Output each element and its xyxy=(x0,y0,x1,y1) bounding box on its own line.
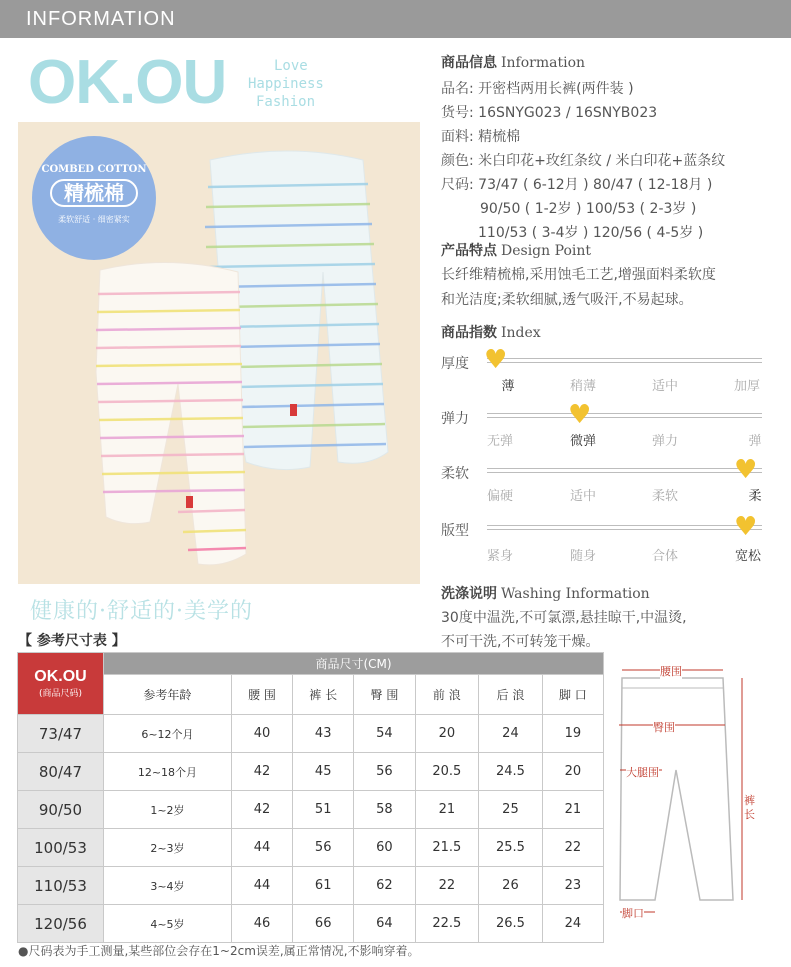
age-cell: 6~12个月 xyxy=(104,715,232,753)
diagram-label-waist: 腰围 xyxy=(660,665,682,678)
table-cell: 44 xyxy=(231,867,292,905)
table-cell: 61 xyxy=(293,867,354,905)
index-option-selected: 宽松 xyxy=(734,549,761,564)
index-option: 弹 xyxy=(748,434,762,449)
washing-title xyxy=(441,583,650,603)
badge-chinese: 精梳棉 xyxy=(50,179,138,207)
table-cell: 23 xyxy=(542,867,603,905)
table-cell: 42 xyxy=(231,753,292,791)
age-cell: 12~18个月 xyxy=(104,753,232,791)
index-option-selected: 微弹 xyxy=(569,434,596,449)
table-cell: 20.5 xyxy=(415,753,479,791)
table-cell: 62 xyxy=(354,867,415,905)
table-cell: 46 xyxy=(231,905,292,943)
index-option: 偏硬 xyxy=(486,489,513,504)
info-line-fabric: 面料: 精梳棉 xyxy=(441,129,521,145)
index-title xyxy=(441,322,541,342)
index-option: 无弹 xyxy=(486,434,513,449)
index-label-elasticity: 弹力 xyxy=(441,411,469,427)
table-cell: 58 xyxy=(354,791,415,829)
brand-tagline-fashion: Fashion xyxy=(256,94,316,110)
size-table-brand-sub: (商品尺码) xyxy=(38,689,83,699)
design-line-1: 长纤维精梳棉,采用蚀毛工艺,增强面料柔软度 xyxy=(441,267,716,283)
washing-title-cn: 洗涤说明 xyxy=(441,586,497,602)
table-row xyxy=(18,715,604,753)
design-title xyxy=(441,240,591,260)
column-header: 参考年龄 xyxy=(104,675,232,715)
table-cell: 20 xyxy=(542,753,603,791)
column-header: 后 浪 xyxy=(479,675,543,715)
table-cell: 45 xyxy=(293,753,354,791)
heart-icon: ♥ xyxy=(734,512,758,542)
table-cell: 21.5 xyxy=(415,829,479,867)
footnote: ●尺码表为手工测量,某些部位会存在1~2cm误差,属正常情况,不影响穿着。 xyxy=(18,944,420,958)
brand-tagline-happiness: Happiness xyxy=(248,76,324,92)
age-cell: 2~3岁 xyxy=(104,829,232,867)
index-scale-thickness xyxy=(487,358,762,363)
diagram-label-length: 裤长 xyxy=(744,794,755,821)
column-header: 裤 长 xyxy=(293,675,354,715)
table-row xyxy=(18,905,604,943)
info-line-name: 品名: 开密档两用长裤(两件装 ) xyxy=(441,81,634,97)
table-cell: 21 xyxy=(542,791,603,829)
design-title-en: Design Point xyxy=(501,243,592,259)
table-cell: 66 xyxy=(293,905,354,943)
index-option: 稍薄 xyxy=(569,379,596,394)
badge-subtitle: 柔软舒适 · 细密紧实 xyxy=(58,215,130,224)
diagram-label-thigh: 大腿围 xyxy=(626,766,659,779)
info-line-size-1: 尺码: 73/47 ( 6-12月 ) 80/47 ( 12-18月 ) xyxy=(441,177,713,193)
age-cell: 4~5岁 xyxy=(104,905,232,943)
table-cell: 44 xyxy=(231,829,292,867)
table-cell: 20 xyxy=(415,715,479,753)
table-cell: 22.5 xyxy=(415,905,479,943)
size-table-brand xyxy=(18,653,104,715)
index-scale-elasticity xyxy=(487,413,762,418)
heart-icon: ♥ xyxy=(484,345,508,375)
design-line-2: 和光洁度;柔软细腻,透气吸汗,不易起球。 xyxy=(441,292,693,308)
table-cell: 56 xyxy=(293,829,354,867)
size-table-group-header: 商品尺寸(CM) xyxy=(104,653,604,675)
info-title-en: Information xyxy=(501,55,586,71)
table-row xyxy=(18,791,604,829)
diagram-label-cuff: 脚口 xyxy=(622,907,644,920)
table-row xyxy=(18,753,604,791)
index-label-thickness: 厚度 xyxy=(441,356,469,372)
table-cell: 64 xyxy=(354,905,415,943)
washing-title-en: Washing Information xyxy=(501,586,650,602)
info-line-code: 货号: 16SNYG023 / 16SNYB023 xyxy=(441,105,658,121)
index-option-selected: 薄 xyxy=(501,379,515,394)
table-cell: 26.5 xyxy=(479,905,543,943)
diagram-label-hip: 臀围 xyxy=(653,721,675,734)
index-scale-fit xyxy=(487,525,762,530)
size-table-header-row xyxy=(18,675,604,715)
index-option: 紧身 xyxy=(486,549,513,564)
size-table xyxy=(17,652,604,943)
size-cell: 100/53 xyxy=(18,829,104,867)
table-cell: 40 xyxy=(231,715,292,753)
size-cell: 73/47 xyxy=(18,715,104,753)
index-option-selected: 柔 xyxy=(748,489,762,504)
index-option: 柔软 xyxy=(651,489,678,504)
page-title: INFORMATION xyxy=(26,8,176,30)
badge-english: COMBED COTTON xyxy=(41,164,147,175)
washing-line-1: 30度中温洗,不可氯漂,悬挂晾干,中温烫, xyxy=(441,610,687,626)
brand-tagline-love: Love xyxy=(274,58,308,74)
combed-cotton-badge xyxy=(32,136,156,260)
table-cell: 24 xyxy=(542,905,603,943)
table-cell: 25 xyxy=(479,791,543,829)
table-cell: 25.5 xyxy=(479,829,543,867)
age-cell: 3~4岁 xyxy=(104,867,232,905)
info-line-color: 颜色: 米白印花+玫红条纹 / 米白印花+蓝条纹 xyxy=(441,153,726,169)
table-cell: 24.5 xyxy=(479,753,543,791)
index-label-softness: 柔软 xyxy=(441,466,469,482)
column-header: 脚 口 xyxy=(542,675,603,715)
column-header: 前 浪 xyxy=(415,675,479,715)
slogan: 健康的·舒适的·美学的 xyxy=(30,599,253,624)
index-option: 加厚 xyxy=(733,379,760,394)
table-cell: 60 xyxy=(354,829,415,867)
design-title-cn: 产品特点 xyxy=(441,243,497,259)
age-cell: 1~2岁 xyxy=(104,791,232,829)
index-option: 适中 xyxy=(651,379,678,394)
index-title-cn: 商品指数 xyxy=(441,325,497,341)
table-cell: 21 xyxy=(415,791,479,829)
info-title xyxy=(441,52,585,72)
heart-icon: ♥ xyxy=(734,455,758,485)
index-scale-softness xyxy=(487,468,762,473)
table-row xyxy=(18,867,604,905)
index-label-fit: 版型 xyxy=(441,523,469,539)
column-header: 腰 围 xyxy=(231,675,292,715)
index-title-en: Index xyxy=(501,325,541,341)
size-cell: 80/47 xyxy=(18,753,104,791)
table-cell: 19 xyxy=(542,715,603,753)
index-option: 适中 xyxy=(569,489,596,504)
table-cell: 51 xyxy=(293,791,354,829)
table-cell: 22 xyxy=(415,867,479,905)
table-cell: 43 xyxy=(293,715,354,753)
table-row xyxy=(18,829,604,867)
washing-line-2: 不可干洗,不可转笼干燥。 xyxy=(441,634,600,650)
size-cell: 90/50 xyxy=(18,791,104,829)
info-title-cn: 商品信息 xyxy=(441,55,497,71)
index-option: 合体 xyxy=(651,549,678,564)
info-line-size-2: 90/50 ( 1-2岁 ) 100/53 ( 2-3岁 ) xyxy=(480,201,697,217)
size-cell: 110/53 xyxy=(18,867,104,905)
size-cell: 120/56 xyxy=(18,905,104,943)
table-cell: 56 xyxy=(354,753,415,791)
table-cell: 26 xyxy=(479,867,543,905)
table-cell: 22 xyxy=(542,829,603,867)
index-option: 弹力 xyxy=(651,434,678,449)
column-header: 臀 围 xyxy=(354,675,415,715)
index-option: 随身 xyxy=(569,549,596,564)
size-table-title: 【 参考尺寸表 】 xyxy=(18,633,126,649)
table-cell: 54 xyxy=(354,715,415,753)
table-cell: 24 xyxy=(479,715,543,753)
heart-icon: ♥ xyxy=(568,400,592,430)
size-table-brand-logo: OK.OU xyxy=(34,668,87,685)
table-cell: 42 xyxy=(231,791,292,829)
info-line-size-3: 110/53 ( 3-4岁 ) 120/56 ( 4-5岁 ) xyxy=(478,225,704,241)
brand-logo: OK.OU xyxy=(28,48,227,117)
